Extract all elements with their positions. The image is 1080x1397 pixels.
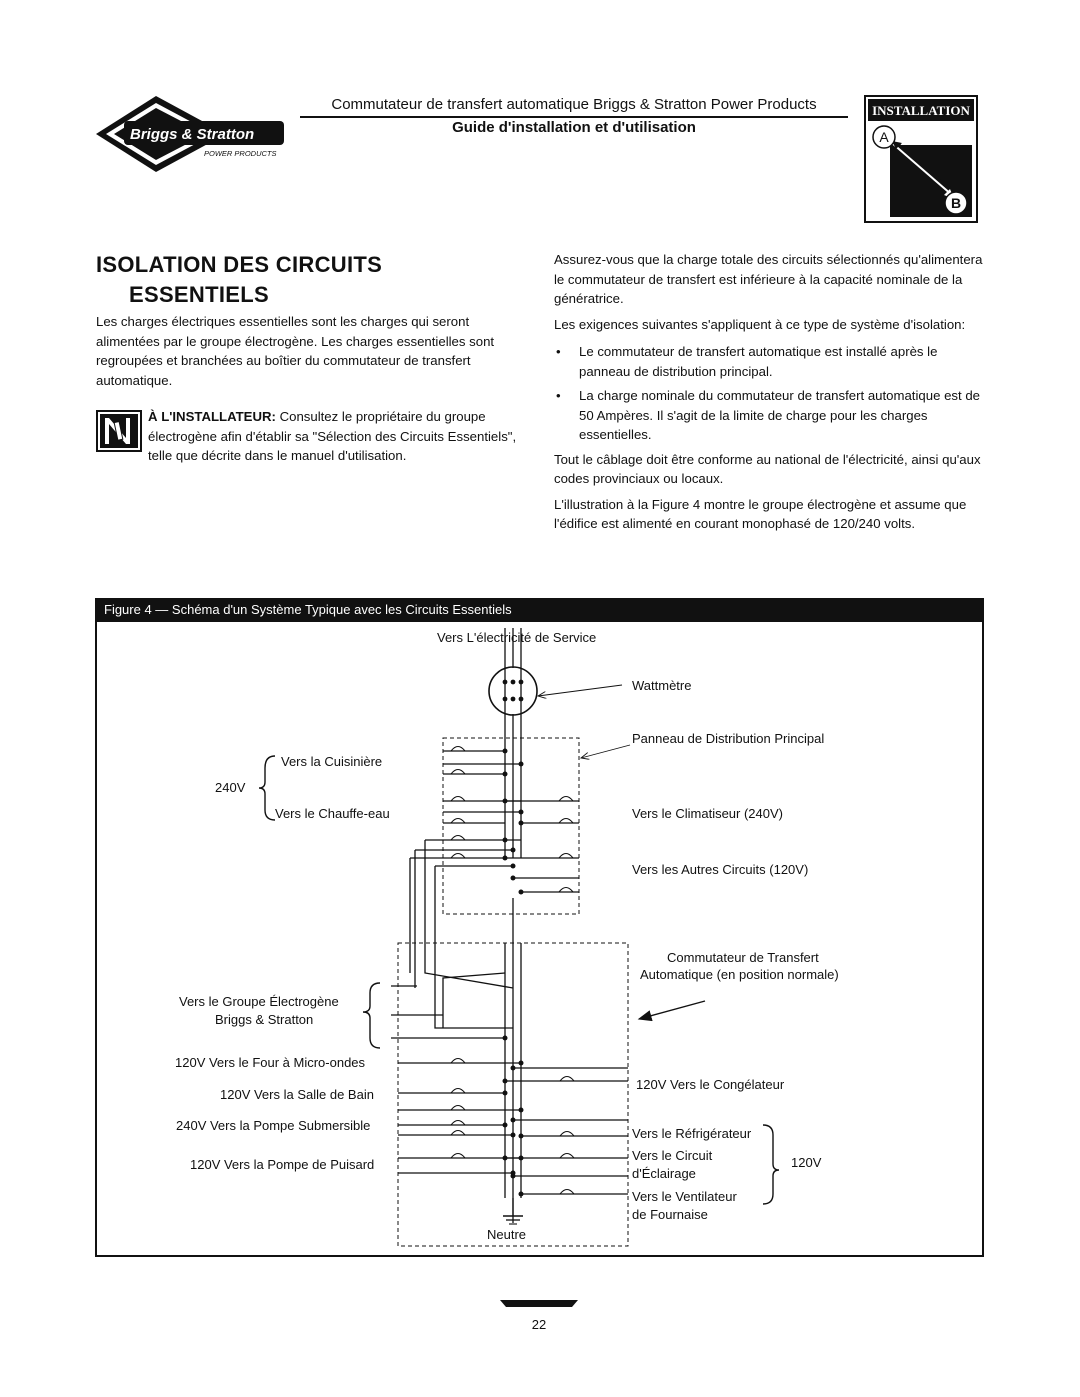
label-climatiseur: Vers le Climatiseur (240V) xyxy=(632,806,783,821)
list-item: • La charge nominale du commutateur de transfert automatique est de 50 Ampères. Il s'agit de la limite de charge pour les charges essentielles. xyxy=(554,386,986,445)
label-micro-ondes: 120V Vers le Four à Micro-ondes xyxy=(175,1055,366,1070)
note-label: À L'INSTALLATEUR: xyxy=(148,409,276,424)
installer-note xyxy=(148,407,524,466)
section-heading xyxy=(96,250,526,310)
label-panneau: Panneau de Distribution Principal xyxy=(632,731,825,746)
note-text: Consultez le propriétaire du groupe électrogène afin d'établir sa "Sélection des Circuits Essentiels", telle que décrite dans le manuel d'utilisation. xyxy=(148,409,517,463)
right-paragraph-4: L'illustration à la Figure 4 montre le groupe électrogène et assume que l'édifice est alimenté en courant monophasé de 120/240 volts. xyxy=(554,496,967,531)
installer-note-icon xyxy=(96,410,142,452)
intro-paragraph: Les charges électriques essentielles sont les charges qui seront alimentées par le groupe électrogène. Les charges essentielles sont regroupées et branchées au boîtier du commutateur de transfert automatique. xyxy=(96,314,495,388)
label-refrigerateur: Vers le Réfrigérateur xyxy=(632,1126,752,1141)
requirements-list xyxy=(554,342,986,445)
page-number-bar xyxy=(500,1300,578,1308)
right-paragraph-1: Assurez-vous que la charge totale des circuits sélectionnés qu'alimentera le commutateur de transfert est inférieure à la capacité nominale de la génératrice. xyxy=(554,252,983,306)
label-pompe-puisard: 120V Vers la Pompe de Puisard xyxy=(190,1157,375,1172)
label-salle-bain: 120V Vers la Salle de Bain xyxy=(220,1087,374,1102)
label-neutre: Neutre xyxy=(487,1227,527,1242)
badge-a: A xyxy=(879,129,889,145)
label-service: Vers L'électricité de Service xyxy=(437,630,597,645)
right-column xyxy=(554,250,986,534)
section-heading-line2: ESSENTIELS xyxy=(129,282,269,307)
label-autres: Vers les Autres Circuits (120V) xyxy=(632,862,809,877)
wiring-diagram xyxy=(95,598,984,1257)
header-rule xyxy=(300,116,848,118)
label-pompe-sub: 240V Vers la Pompe Submersible xyxy=(176,1118,371,1133)
section-heading-line1: ISOLATION DES CIRCUITS xyxy=(96,252,383,277)
label-congelateur: 120V Vers le Congélateur xyxy=(636,1077,785,1092)
label-240v: 240V xyxy=(215,780,246,795)
logo-text: Briggs & Stratton xyxy=(130,126,255,143)
label-circuit-1: Vers le Circuit xyxy=(632,1148,713,1163)
label-chauffe-eau: Vers le Chauffe-eau xyxy=(275,806,390,821)
label-ventilateur-2: de Fournaise xyxy=(632,1207,708,1222)
label-circuit-2: d'Éclairage xyxy=(632,1166,696,1181)
label-commutateur-2: Automatique (en position normale) xyxy=(640,967,839,982)
page-number: 22 xyxy=(531,1317,547,1332)
right-paragraph-2: Les exigences suivantes s'appliquent à ce type de système d'isolation: xyxy=(554,316,966,332)
label-groupe-2: Briggs & Stratton xyxy=(215,1012,314,1027)
label-groupe-1: Vers le Groupe Électrogène xyxy=(179,994,339,1009)
badge-b: B xyxy=(950,195,962,211)
right-paragraph-3: Tout le câblage doit être conforme au national de l'électricité, ainsi qu'aux codes provinciaux ou locaux. xyxy=(554,451,981,486)
logo-subtext: POWER PRODUCTS xyxy=(204,149,277,158)
figure-caption: Figure 4 — Schéma d'un Système Typique avec les Circuits Essentiels xyxy=(95,598,984,622)
badge-label: INSTALLATION xyxy=(872,103,970,118)
label-120v: 120V xyxy=(791,1155,822,1170)
installation-badge xyxy=(864,95,978,223)
document-title: Commutateur de transfert automatique Briggs & Stratton Power Products xyxy=(331,96,817,113)
briggs-stratton-logo xyxy=(94,94,294,174)
label-cuisiniere: Vers la Cuisinière xyxy=(281,754,383,769)
label-wattmetre: Wattmètre xyxy=(632,678,692,693)
meter-symbol xyxy=(489,667,537,715)
document-subtitle: Guide d'installation et d'utilisation xyxy=(452,119,696,136)
label-commutateur-1: Commutateur de Transfert xyxy=(667,950,819,965)
label-ventilateur-1: Vers le Ventilateur xyxy=(632,1189,737,1204)
list-item: • Le commutateur de transfert automatique est installé après le panneau de distribution principal. xyxy=(554,342,986,381)
